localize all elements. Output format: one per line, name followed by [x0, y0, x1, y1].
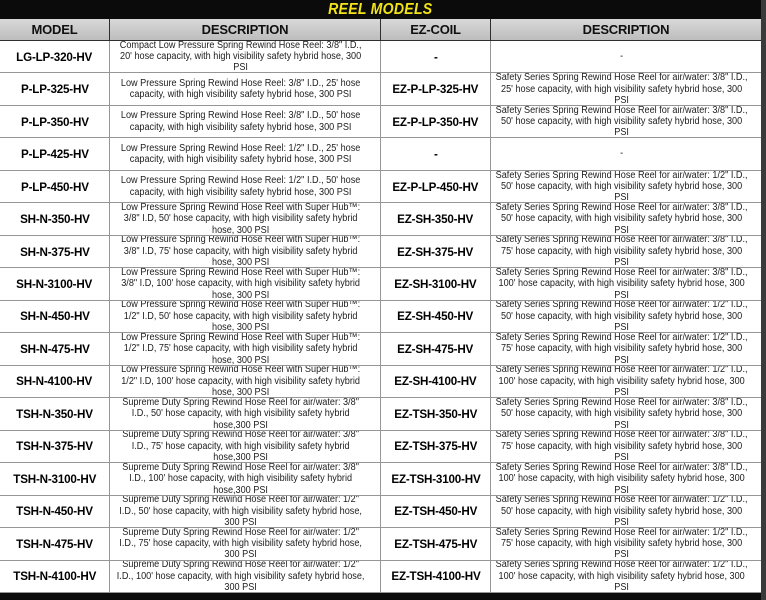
table-row: [0, 366, 761, 398]
ez-description-text: Safety Series Spring Rewind Hose Reel for air/water: 3/8" I.D., 75' hose capacity, with high visibility safety hybrid hose, 300 PSI: [495, 235, 748, 269]
ez-description-cell: [491, 366, 761, 398]
ez-coil-cell: [381, 366, 491, 398]
model-text: TSH-N-4100-HV: [13, 569, 96, 584]
description-cell: [110, 41, 381, 73]
ez-coil-cell: [381, 333, 491, 365]
table-row: [0, 138, 761, 170]
table-row: [0, 236, 761, 268]
table-title: REEL MODELS: [328, 0, 433, 18]
ez-description-cell: [491, 138, 761, 170]
model-cell: [0, 73, 110, 105]
description-cell: [110, 106, 381, 138]
description-cell: [110, 171, 381, 203]
ez-description-text: Safety Series Spring Rewind Hose Reel for air/water: 3/8" I.D., 50' hose capacity, with high visibility safety hybrid hose, 300 PSI: [495, 203, 748, 236]
model-cell: [0, 333, 110, 365]
table-row: [0, 171, 761, 203]
ez-coil-cell: [381, 73, 491, 105]
model-text: TSH-N-450-HV: [16, 504, 93, 519]
model-text: TSH-N-350-HV: [16, 406, 93, 421]
column-header-ez-description: DESCRIPTION: [582, 22, 670, 37]
model-text: SH-N-375-HV: [19, 244, 90, 259]
description-text: Low Pressure Spring Rewind Hose Reel with Super Hub™: 3/8" I.D, 50' hose capacity, with high visibility safety hybrid hose, 300 PSI: [120, 203, 360, 236]
ez-coil-cell: [381, 171, 491, 203]
ez-coil-cell: [381, 431, 491, 463]
ez-coil-text: EZ-TSH-350-HV: [394, 406, 477, 421]
bottom-border-bar: [0, 593, 761, 600]
ez-coil-text: -: [433, 147, 438, 162]
model-cell: [0, 41, 110, 73]
ez-coil-text: EZ-P-LP-350-HV: [392, 114, 479, 129]
table-row: [0, 203, 761, 235]
description-cell: [110, 366, 381, 398]
ez-coil-text: EZ-SH-4100-HV: [394, 374, 477, 389]
model-text: SH-N-475-HV: [19, 341, 90, 356]
description-text: Low Pressure Spring Rewind Hose Reel: 1/2" I.D., 25' hose capacity, with high visibility safety hybrid hose, 300 PSI: [120, 142, 361, 166]
ez-description-cell: [491, 268, 761, 300]
ez-coil-text: EZ-SH-3100-HV: [394, 277, 477, 292]
description-cell: [110, 73, 381, 105]
ez-description-text: Safety Series Spring Rewind Hose Reel for air/water: 1/2" I.D., 50' hose capacity, with high visibility safety hybrid hose, 300 PSI: [495, 300, 748, 334]
description-text: Supreme Duty Spring Rewind Hose Reel for air/water: 1/2" I.D., 50' hose capacity, with high visibility safety hybrid hose, 300 PSI: [119, 495, 362, 528]
ez-coil-cell: [381, 528, 491, 560]
table-row: [0, 106, 761, 138]
ez-coil-cell: [381, 398, 491, 430]
description-text: Supreme Duty Spring Rewind Hose Reel for air/water: 1/2" I.D., 100' hose capacity, with high visibility safety hybrid hose, 300 PSI: [116, 560, 365, 593]
ez-description-text: Safety Series Spring Rewind Hose Reel for air/water: 3/8" I.D., 75' hose capacity, with high visibility safety hybrid hose, 300 PSI: [495, 430, 748, 464]
ez-coil-text: EZ-SH-475-HV: [397, 341, 474, 356]
ez-description-text: Safety Series Spring Rewind Hose Reel for air/water: 3/8" I.D., 100' hose capacity, with high visibility safety hybrid hose, 300 PSI: [495, 463, 748, 496]
ez-coil-cell: [381, 138, 491, 170]
model-text: P-LP-350-HV: [20, 114, 89, 129]
ez-coil-cell: [381, 203, 491, 235]
description-cell: [110, 463, 381, 495]
ez-coil-text: EZ-TSH-475-HV: [394, 536, 477, 551]
description-cell: [110, 398, 381, 430]
ez-description-cell: [491, 203, 761, 235]
model-text: SH-N-4100-HV: [16, 374, 93, 389]
ez-coil-cell: [381, 496, 491, 528]
model-cell: [0, 496, 110, 528]
model-text: P-LP-425-HV: [20, 147, 89, 162]
model-cell: [0, 431, 110, 463]
ez-description-cell: [491, 171, 761, 203]
model-text: LG-LP-320-HV: [16, 49, 93, 64]
description-text: Low Pressure Spring Rewind Hose Reel: 3/8" I.D., 50' hose capacity, with high visibility safety hybrid hose, 300 PSI: [120, 110, 361, 133]
description-text: Supreme Duty Spring Rewind Hose Reel for air/water: 3/8" I.D., 75' hose capacity, with high visibility safety hybrid hose,300 PSI: [122, 430, 359, 464]
ez-coil-cell: [381, 268, 491, 300]
ez-description-cell: [491, 73, 761, 105]
table-row: [0, 333, 761, 365]
ez-coil-text: EZ-P-LP-325-HV: [392, 82, 479, 97]
table-row: [0, 561, 761, 593]
ez-description-cell: [491, 496, 761, 528]
ez-coil-cell: [381, 463, 491, 495]
table-row: [0, 496, 761, 528]
model-cell: [0, 138, 110, 170]
model-text: P-LP-450-HV: [20, 179, 89, 194]
description-cell: [110, 561, 381, 593]
ez-description-cell: [491, 431, 761, 463]
model-cell: [0, 171, 110, 203]
table-row: [0, 301, 761, 333]
column-header-ez-coil: EZ-COIL: [381, 19, 491, 40]
table-title-bar: [0, 0, 761, 19]
description-text: Compact Low Pressure Spring Rewind Hose Reel: 3/8" I.D., 20' hose capacity, with high visibility safety hybrid hose, 300 PSI: [119, 41, 362, 74]
ez-description-text: Safety Series Spring Rewind Hose Reel for air/water: 3/8" I.D., 25' hose capacity, with high visibility safety hybrid hose, 300 PSI: [495, 73, 748, 106]
column-header-description: DESCRIPTION: [110, 19, 381, 40]
ez-description-cell: [491, 528, 761, 560]
ez-coil-text: EZ-SH-375-HV: [397, 244, 474, 259]
ez-description-text: Safety Series Spring Rewind Hose Reel for air/water: 3/8" I.D., 50' hose capacity, with high visibility safety hybrid hose, 300 PSI: [495, 105, 748, 139]
model-text: TSH-N-3100-HV: [13, 471, 96, 486]
ez-coil-text: -: [433, 49, 438, 64]
description-cell: [110, 528, 381, 560]
ez-coil-text: EZ-P-LP-450-HV: [392, 179, 479, 194]
ez-description-text: Safety Series Spring Rewind Hose Reel for air/water: 1/2" I.D., 75' hose capacity, with high visibility safety hybrid hose, 300 PSI: [495, 333, 748, 366]
description-cell: [110, 236, 381, 268]
model-cell: [0, 463, 110, 495]
ez-coil-cell: [381, 561, 491, 593]
description-text: Low Pressure Spring Rewind Hose Reel with Super Hub™: 3/8" I.D, 75' hose capacity, with high visibility safety hybrid hose, 300 PSI: [120, 235, 360, 269]
model-cell: [0, 366, 110, 398]
description-text: Low Pressure Spring Rewind Hose Reel with Super Hub™: 3/8" I.D, 100' hose capacity, with high visibility safety hybrid hose, 300 PSI: [120, 268, 360, 301]
ez-description-text: Safety Series Spring Rewind Hose Reel for air/water: 1/2" I.D., 75' hose capacity, with high visibility safety hybrid hose, 300 PSI: [495, 528, 748, 561]
ez-description-cell: [491, 301, 761, 333]
description-text: Low Pressure Spring Rewind Hose Reel: 1/2" I.D., 50' hose capacity, with high visibility safety hybrid hose, 300 PSI: [120, 175, 361, 198]
ez-description-cell: [491, 41, 761, 73]
description-cell: [110, 138, 381, 170]
model-cell: [0, 236, 110, 268]
ez-coil-text: EZ-TSH-4100-HV: [390, 569, 481, 584]
ez-coil-text: EZ-TSH-375-HV: [394, 439, 477, 454]
description-text: Low Pressure Spring Rewind Hose Reel with Super Hub™: 1/2" I.D, 100' hose capacity, with high visibility safety hybrid hose, 300 PSI: [120, 365, 360, 399]
ez-coil-cell: [381, 301, 491, 333]
ez-description-text: Safety Series Spring Rewind Hose Reel for air/water: 3/8" I.D., 50' hose capacity, with high visibility safety hybrid hose, 300 PSI: [495, 398, 748, 431]
model-text: TSH-N-475-HV: [16, 536, 93, 551]
ez-description-cell: [491, 106, 761, 138]
ez-description-cell: [491, 236, 761, 268]
model-text: P-LP-325-HV: [20, 82, 89, 97]
table-row: [0, 463, 761, 495]
column-header-model: MODEL: [0, 19, 110, 40]
ez-description-text: Safety Series Spring Rewind Hose Reel for air/water: 1/2" I.D., 50' hose capacity, with high visibility safety hybrid hose, 300 PSI: [495, 495, 748, 528]
description-cell: [110, 268, 381, 300]
description-cell: [110, 333, 381, 365]
table-row: [0, 73, 761, 105]
description-cell: [110, 301, 381, 333]
model-cell: [0, 528, 110, 560]
model-cell: [0, 203, 110, 235]
table-row: [0, 431, 761, 463]
table-header-row: [0, 19, 761, 41]
description-cell: [110, 203, 381, 235]
ez-coil-text: EZ-TSH-3100-HV: [390, 471, 481, 486]
ez-description-text: Safety Series Spring Rewind Hose Reel for air/water: 3/8" I.D., 100' hose capacity, with high visibility safety hybrid hose, 300 PSI: [495, 268, 748, 301]
table-row: [0, 398, 761, 430]
table-body: [0, 41, 761, 593]
model-cell: [0, 561, 110, 593]
ez-coil-text: EZ-SH-350-HV: [397, 212, 474, 227]
table-row: [0, 41, 761, 73]
table-row: [0, 528, 761, 560]
ez-description-cell: [491, 333, 761, 365]
description-text: Supreme Duty Spring Rewind Hose Reel for air/water: 3/8" I.D., 100' hose capacity, with high visibility safety hybrid hose,300 PSI: [122, 463, 359, 496]
description-text: Supreme Duty Spring Rewind Hose Reel for air/water: 1/2" I.D., 75' hose capacity, with high visibility safety hybrid hose, 300 PSI: [119, 528, 362, 561]
model-cell: [0, 106, 110, 138]
model-cell: [0, 268, 110, 300]
ez-coil-cell: [381, 106, 491, 138]
ez-coil-cell: [381, 236, 491, 268]
ez-description-text: -: [619, 51, 623, 63]
ez-description-cell: [491, 398, 761, 430]
description-text: Supreme Duty Spring Rewind Hose Reel for air/water: 3/8" I.D., 50' hose capacity, with high visibility safety hybrid hose,300 PSI: [122, 398, 359, 431]
ez-coil-text: EZ-SH-450-HV: [397, 309, 474, 324]
description-cell: [110, 496, 381, 528]
ez-description-cell: [491, 561, 761, 593]
model-cell: [0, 398, 110, 430]
description-cell: [110, 431, 381, 463]
table-row: [0, 268, 761, 300]
model-cell: [0, 301, 110, 333]
ez-coil-text: EZ-TSH-450-HV: [394, 504, 477, 519]
model-text: SH-N-350-HV: [19, 212, 90, 227]
description-text: Low Pressure Spring Rewind Hose Reel with Super Hub™: 1/2" I.D, 50' hose capacity, with high visibility safety hybrid hose, 300 PSI: [120, 300, 360, 334]
description-text: Low Pressure Spring Rewind Hose Reel: 3/8" I.D., 25' hose capacity, with high visibility safety hybrid hose, 300 PSI: [120, 77, 361, 101]
ez-description-text: Safety Series Spring Rewind Hose Reel for air/water: 1/2" I.D., 100' hose capacity, with high visibility safety hybrid hose, 300 PSI: [495, 365, 748, 399]
model-text: SH-N-3100-HV: [16, 277, 93, 292]
description-text: Low Pressure Spring Rewind Hose Reel with Super Hub™: 1/2" I.D, 75' hose capacity, with high visibility safety hybrid hose, 300 PSI: [120, 333, 360, 366]
model-text: TSH-N-375-HV: [16, 439, 93, 454]
model-text: SH-N-450-HV: [19, 309, 90, 324]
ez-description-cell: [491, 463, 761, 495]
ez-coil-cell: [381, 41, 491, 73]
ez-description-text: Safety Series Spring Rewind Hose Reel for air/water: 1/2" I.D., 50' hose capacity, with high visibility safety hybrid hose, 300 PSI: [495, 170, 748, 204]
ez-description-text: -: [619, 148, 623, 160]
ez-description-text: Safety Series Spring Rewind Hose Reel for air/water: 1/2" I.D., 100' hose capacity, with high visibility safety hybrid hose, 300 PSI: [495, 560, 748, 593]
